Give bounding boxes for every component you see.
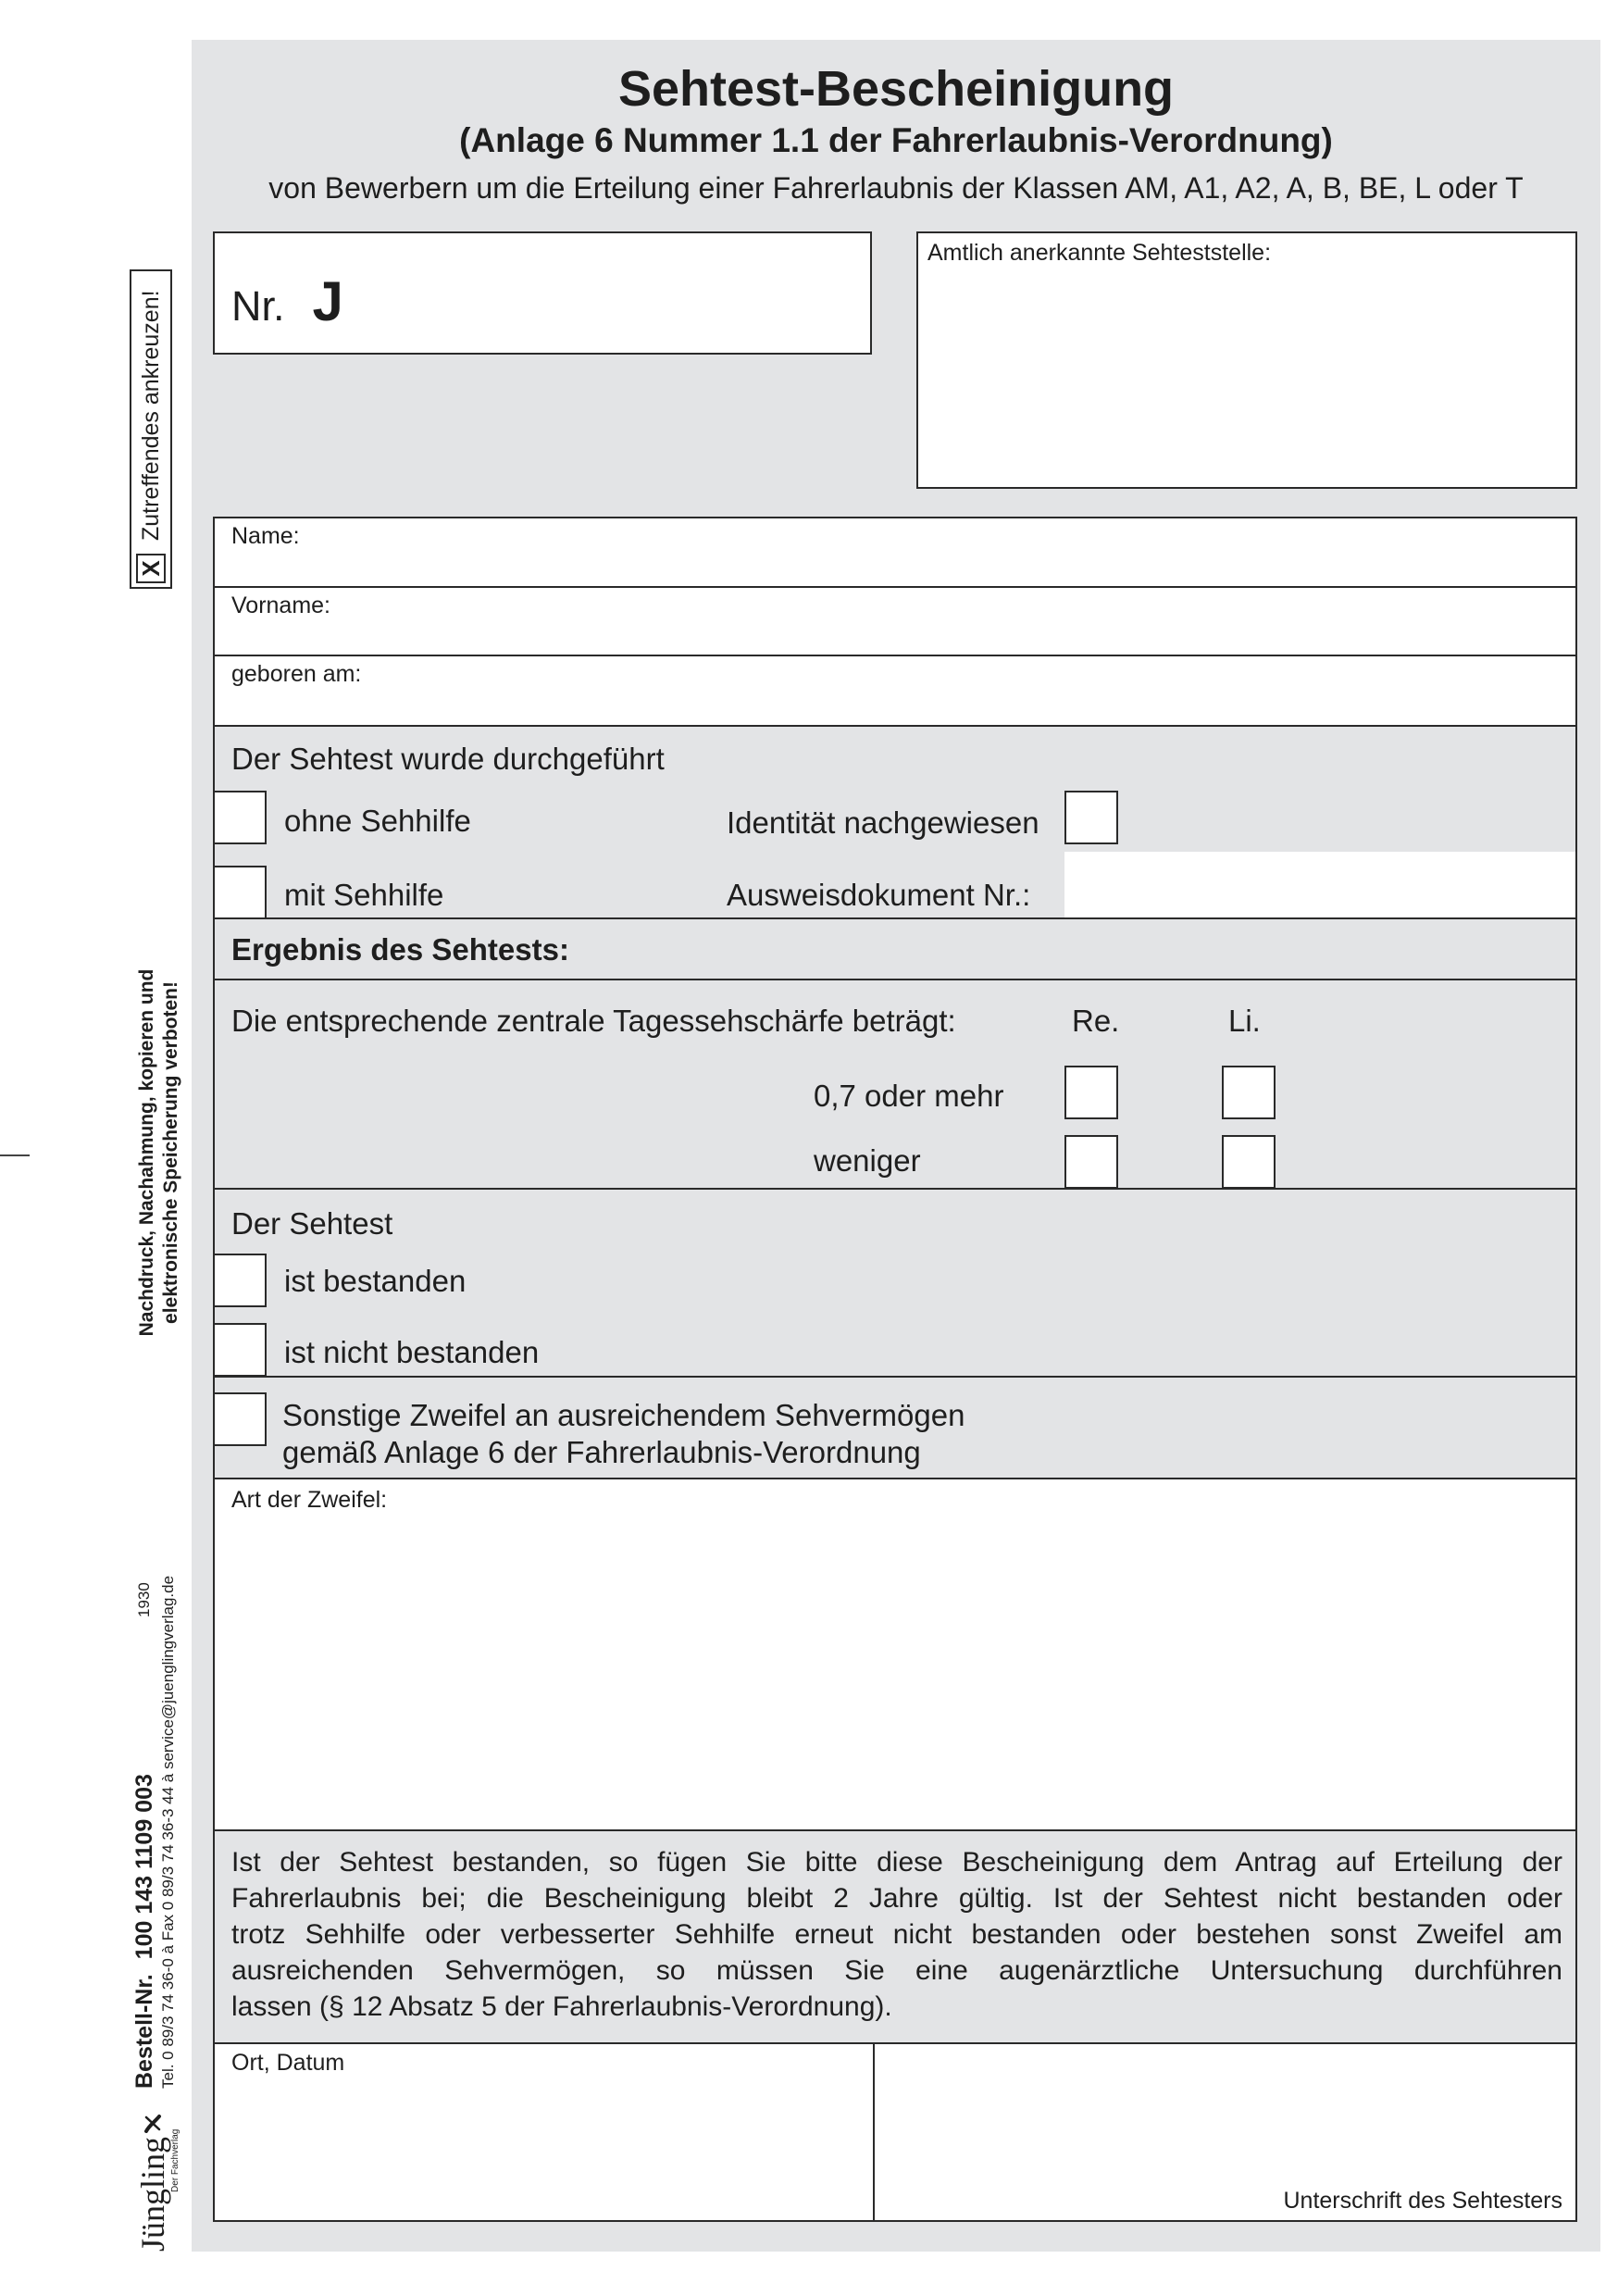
checkbox-left-less[interactable]	[1222, 1135, 1276, 1189]
notice-line: ausreichenden Sehvermögen, so müssen Sie eine augenärztliche Untersuchung durchführen	[231, 1955, 1562, 1986]
checkbox-left-0-7-or-more[interactable]	[1222, 1066, 1276, 1119]
main-form	[213, 517, 1577, 2222]
other-doubts-section	[215, 1378, 1575, 1479]
copyright-line: Nachdruck, Nachahmung, kopieren und	[136, 968, 157, 1337]
test-station-box	[916, 231, 1577, 489]
first-name-field[interactable]	[231, 619, 1555, 653]
identity-verified-label: Identität nachgewiesen	[727, 805, 1039, 840]
doubts-kind-field[interactable]	[231, 1520, 1555, 1816]
checkbox-right-0-7-or-more[interactable]	[1064, 1066, 1118, 1119]
other-doubts-line: Sonstige Zweifel an ausreichendem Sehvermögen	[282, 1398, 965, 1432]
id-document-field[interactable]	[1074, 868, 1564, 904]
first-name-label: Vorname:	[231, 593, 331, 618]
acuity-row-label: 0,7 oder mehr	[814, 1079, 1004, 1113]
publisher-tagline: Der Fachverlag	[170, 2128, 180, 2192]
place-date-cell	[215, 2044, 875, 2220]
copyright-line: elektronische Speicherung verboten!	[160, 981, 181, 1324]
hint-checkmark-icon: X	[136, 554, 166, 583]
number-value: J	[312, 270, 343, 332]
notice-line: lassen (§ 12 Absatz 5 der Fahrerlaubnis-Verordnung).	[231, 1991, 892, 2022]
birth-date-row	[215, 656, 1575, 727]
id-document-label: Ausweisdokument Nr.:	[727, 878, 1031, 912]
name-row	[215, 518, 1575, 588]
number-box	[213, 231, 872, 355]
column-left-eye: Li.	[1228, 1004, 1261, 1038]
checkbox-other-doubts[interactable]	[213, 1392, 267, 1446]
notice-line: trotz Sehhilfe oder verbesserter Sehhilfe erneut nicht bestanden oder bestehen sonst Zweifel am	[231, 1919, 1562, 1950]
publisher-logo	[130, 2113, 176, 2252]
number-line	[231, 270, 343, 334]
test-conducted-heading: Der Sehtest wurde durchgeführt	[231, 742, 665, 776]
id-document-box	[1064, 852, 1575, 917]
birth-date-field[interactable]	[231, 688, 1555, 721]
with-aid-label: mit Sehhilfe	[284, 878, 444, 912]
outcome-section	[215, 1190, 1575, 1378]
signer-label: Unterschrift des Sehtesters	[1283, 2188, 1562, 2214]
notice-section	[215, 1831, 1575, 2044]
name-label: Name:	[231, 523, 300, 549]
checkbox-right-less[interactable]	[1064, 1135, 1118, 1189]
visual-acuity-section	[215, 980, 1575, 1190]
first-name-row	[215, 588, 1575, 656]
checkbox-with-aid[interactable]	[213, 866, 267, 919]
order-number	[131, 1746, 157, 2089]
form-intro: von Bewerbern um die Erteilung einer Fahrerlaubnis der Klassen AM, A1, A2, A, B, BE, L oder T	[268, 171, 1524, 205]
checkbox-without-aid[interactable]	[213, 791, 267, 844]
place-date-label: Ort, Datum	[231, 2050, 345, 2076]
notice-line: Ist der Sehtest bestanden, so fügen Sie bitte diese Bescheinigung dem Antrag auf Erteilung der	[231, 1847, 1562, 1878]
other-doubts-line: gemäß Anlage 6 der Fahrerlaubnis-Verordnung	[282, 1435, 921, 1469]
signature-row	[215, 2044, 1575, 2220]
number-label: Nr.	[231, 282, 285, 330]
birth-date-label: geboren am:	[231, 661, 362, 687]
publisher-name: Jüngling	[134, 2136, 171, 2252]
name-field[interactable]	[231, 550, 1555, 583]
juengling-mark-icon	[143, 2115, 162, 2133]
hint-text: Zutreffendes ankreuzen!	[138, 290, 164, 541]
place-date-field[interactable]	[231, 2100, 852, 2137]
acuity-row-label: weniger	[814, 1143, 921, 1178]
column-right-eye: Re.	[1072, 1004, 1120, 1038]
outcome-heading: Der Sehtest	[231, 1206, 393, 1241]
publisher-contact: Tel. 0 89/3 74 36-0 à Fax 0 89/3 74 36-3 44 à service@juenglingverlag.de	[159, 1575, 177, 2089]
result-heading: Ergebnis des Sehtests:	[231, 932, 569, 967]
form-subtitle: (Anlage 6 Nummer 1.1 der Fahrerlaubnis-Verordnung)	[459, 121, 1333, 159]
test-station-label: Amtlich anerkannte Sehteststelle:	[927, 240, 1272, 266]
order-label: Bestell-Nr.	[131, 1974, 157, 2089]
doubts-kind-label: Art der Zweifel:	[231, 1487, 388, 1513]
checkbox-passed[interactable]	[213, 1254, 267, 1307]
signature-cell[interactable]	[875, 2044, 1575, 2220]
doubts-kind-row	[215, 1479, 1575, 1831]
notice-line: Fahrerlaubnis bei; die Bescheinigung bleibt 2 Jahre gültig. Ist der Sehtest nicht bestanden oder	[231, 1883, 1562, 1914]
failed-label: ist nicht bestanden	[284, 1335, 540, 1369]
tick-hint-box	[130, 269, 172, 589]
passed-label: ist bestanden	[284, 1264, 467, 1298]
test-station-field[interactable]	[927, 272, 1564, 480]
notice-text	[231, 1844, 1562, 2025]
fold-mark	[0, 1154, 30, 1156]
copyright-notice	[135, 963, 185, 1342]
without-aid-label: ohne Sehhilfe	[284, 804, 471, 838]
order-number-value: 100 143 1109 003	[131, 1774, 157, 1960]
result-heading-row	[215, 919, 1575, 980]
checkbox-identity-verified[interactable]	[1064, 791, 1118, 844]
form-code: 1930	[135, 1582, 153, 1617]
visual-acuity-statement: Die entsprechende zentrale Tagessehschärfe beträgt:	[231, 1004, 956, 1038]
test-conducted-section	[215, 727, 1575, 919]
form-title: Sehtest-Bescheinigung	[617, 61, 1175, 117]
checkbox-failed[interactable]	[213, 1323, 267, 1377]
